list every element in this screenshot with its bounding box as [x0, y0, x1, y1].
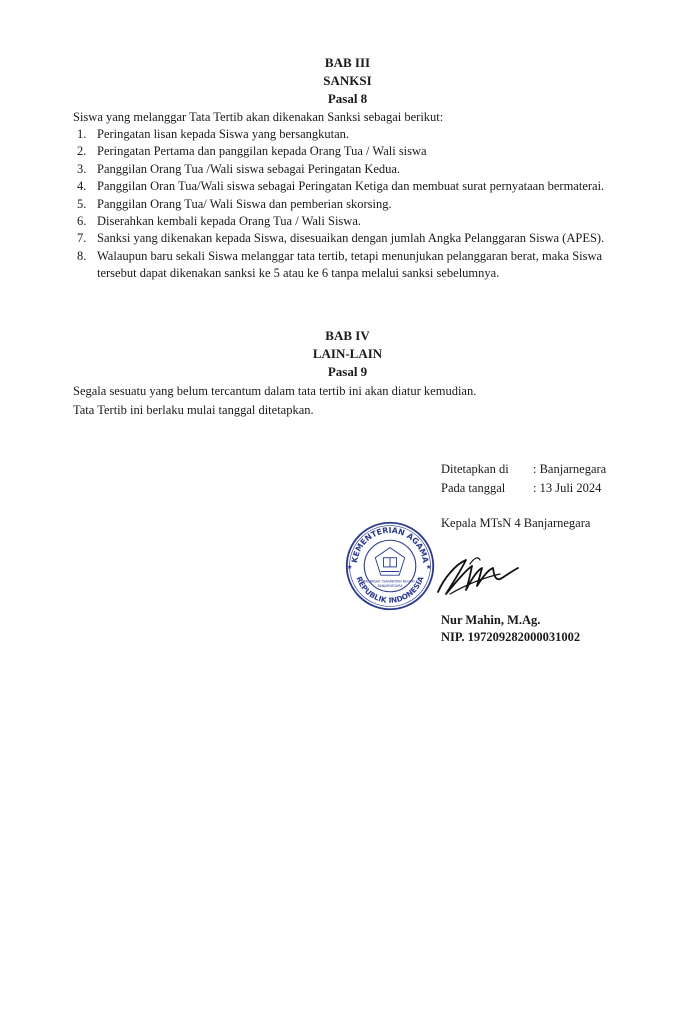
- list-item: [73, 196, 673, 213]
- tanggal-value: : 13 Juli 2024: [533, 481, 602, 495]
- ditetapkan-label: Ditetapkan di: [441, 462, 509, 476]
- ditetapkan-row: [441, 461, 606, 477]
- list-item-number: 3.: [77, 161, 87, 176]
- list-item: [73, 213, 673, 230]
- bab3-title: BAB III: [324, 55, 371, 70]
- bab4-title: BAB IV: [325, 328, 370, 343]
- list-item-continuation: tersebut dapat dikenakan sanksi ke 5 atau ke 6 tanpa melalui sanksi sebelumnya.: [97, 266, 500, 281]
- pasal9-heading: Pasal 9: [327, 364, 368, 379]
- tanggal-label: Pada tanggal: [441, 481, 506, 495]
- list-item: [73, 161, 673, 178]
- list-item: [73, 248, 673, 283]
- list-item-text: Peringatan lisan kepada Siswa yang bersangkutan.: [97, 127, 350, 141]
- list-item-text: Peringatan Pertama dan panggilan kepada Orang Tua / Wali siswa: [97, 144, 427, 159]
- list-item-text: Panggilan Orang Tua /Wali siswa sebagai Peringatan Kedua.: [97, 161, 401, 176]
- stamp-top-text: KEMENTERIAN AGAMA: [349, 525, 431, 564]
- bab4-line1: Segala sesuatu yang belum tercantum dalam tata tertib ini akan diatur kemudian.: [73, 384, 477, 398]
- list-item-number: 5.: [77, 196, 87, 211]
- tanggal-row: [441, 480, 601, 496]
- bab4-line2: Tata Tertib ini berlaku mulai tanggal ditetapkan.: [73, 403, 314, 417]
- handwritten-signature: [430, 548, 520, 602]
- bab4-subtitle: LAIN-LAIN: [312, 346, 383, 361]
- stamp-inner-text-2: BANJARNEGARA: [377, 584, 403, 589]
- official-stamp: [344, 520, 436, 612]
- list-item: [73, 230, 673, 247]
- list-item-text: Panggilan Oran Tua/Wali siswa sebagai Peringatan Ketiga dan membuat surat pernyataan bermaterai.: [97, 179, 605, 194]
- sanksi-list: [73, 126, 673, 283]
- list-item-text: Walaupun baru sekali Siswa melanggar tata tertib, tetapi menunjukan pelanggaran berat, maka Siswa: [97, 248, 603, 263]
- bab3-subtitle: SANKSI: [323, 73, 372, 88]
- signer-nip: NIP. 197209282000031002: [441, 630, 581, 644]
- list-item-number: 7.: [77, 231, 87, 246]
- list-item-number: 2.: [77, 144, 87, 159]
- stamp-inner-text: MADRASAH TSANAWIYAH NEGERI 4: [362, 579, 418, 584]
- svg-text:★: ★: [425, 562, 432, 571]
- list-item-number: 6.: [77, 214, 87, 229]
- list-item-number: 4.: [77, 179, 87, 194]
- pasal8-heading: Pasal 8: [327, 91, 368, 106]
- stamp-bottom-text: REPUBLIK INDONESIA: [354, 575, 426, 605]
- signer-position: Kepala MTsN 4 Banjarnegara: [441, 516, 591, 530]
- list-item: [73, 143, 673, 160]
- list-item: [73, 178, 673, 195]
- list-item-number: 1.: [77, 127, 87, 141]
- svg-text:★: ★: [346, 562, 353, 571]
- ditetapkan-value: : Banjarnegara: [533, 462, 607, 476]
- list-item-text: Sanksi yang dikenakan kepada Siswa, disesuaikan dengan jumlah Angka Pelanggaran Siswa (APES).: [97, 231, 605, 246]
- list-item-number: 8.: [77, 248, 87, 263]
- list-item: [73, 126, 673, 143]
- bab3-intro: Siswa yang melanggar Tata Tertib akan dikenakan Sanksi sebagai berikut:: [73, 110, 444, 124]
- list-item-text: Diserahkan kembali kepada Orang Tua / Wali Siswa.: [97, 214, 361, 229]
- list-item-text: Panggilan Orang Tua/ Wali Siswa dan pemberian skorsing.: [97, 196, 392, 211]
- signer-name: Nur Mahin, M.Ag.: [441, 613, 541, 627]
- kemenag-emblem-icon: [375, 548, 404, 576]
